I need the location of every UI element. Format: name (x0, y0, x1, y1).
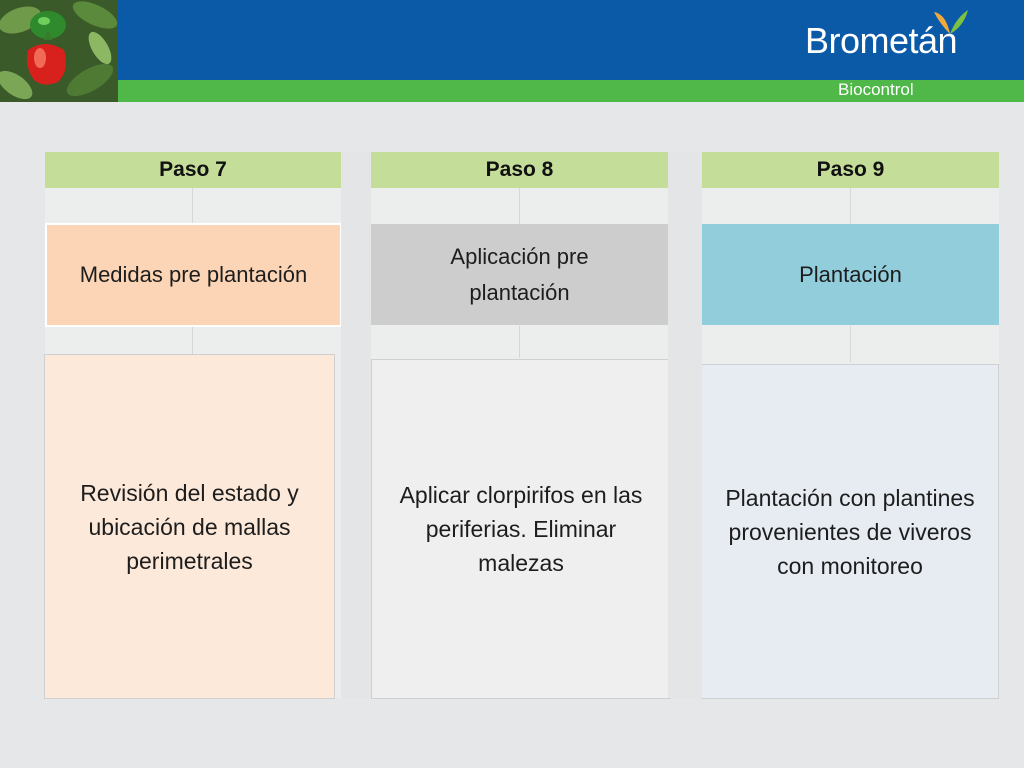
description-box: Aplicar clorpirifos en las periferias. Eliminar malezas (371, 359, 671, 699)
grid-line (192, 326, 193, 354)
stage-box: Plantación (702, 224, 999, 325)
step-header: Paso 9 (702, 152, 999, 188)
description-box: Revisión del estado y ubicación de mallas perimetrales (44, 354, 335, 699)
pepper-plant-photo (0, 0, 118, 102)
column-gutter (341, 152, 371, 698)
step-header: Paso 8 (371, 152, 668, 188)
stage-box: Aplicación pre plantación (371, 224, 668, 325)
description-box: Plantación con plantines provenientes de viveros con monitoreo (701, 364, 999, 699)
brand-tagline: Biocontrol (838, 80, 914, 99)
column-gutter (668, 152, 702, 698)
grid-line (850, 188, 851, 224)
grid-line (519, 188, 520, 224)
grid-line (519, 326, 520, 358)
grid-line (850, 326, 851, 362)
step-header: Paso 7 (45, 152, 341, 188)
stage-box: Medidas pre plantación (45, 223, 342, 327)
brand-logo: Brometán (805, 20, 958, 61)
grid-line (192, 188, 193, 224)
